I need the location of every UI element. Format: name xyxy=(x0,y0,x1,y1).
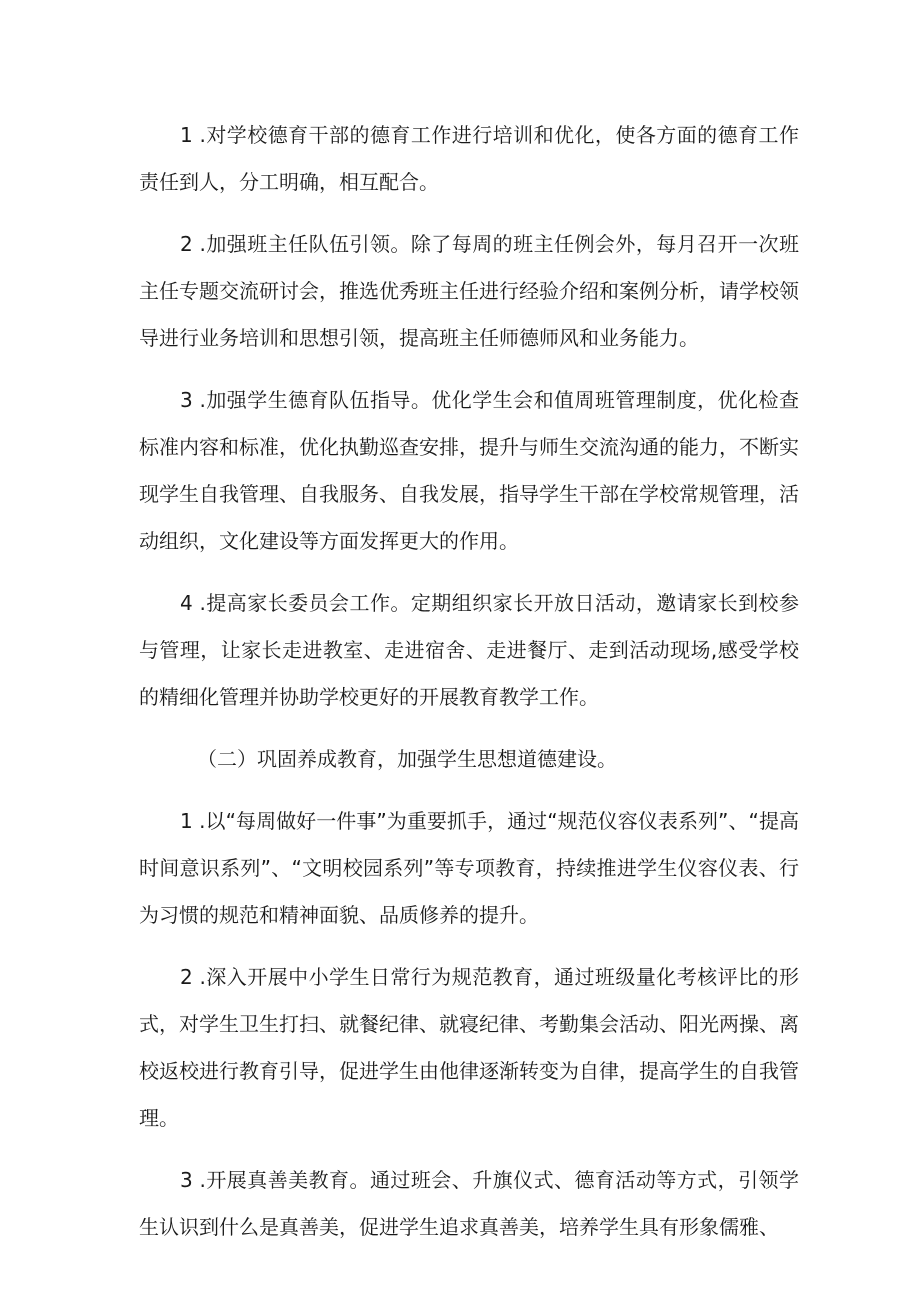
paragraph-head-teacher-team: 2 .加强班主任队伍引领。除了每周的班主任例会外，每月召开一次班主任专题交流研讨会，推选优秀班主任进行经验介绍和案例分析，请学校领导进行业务培训和思想引领，提高班主任师德师风和业务能力。 xyxy=(139,232,799,350)
paragraph-student-moral-team: 3 .加强学生德育队伍指导。优化学生会和值周班管理制度，优化检查标准内容和标准，优化执勤巡查安排，提升与师生交流沟通的能力，不断实现学生自我管理、自我服务、自我发展，指导学生干部在学校常规管理，活动组织，文化建设等方面发挥更大的作用。 xyxy=(139,388,799,553)
paragraph-weekly-task: 1 .以“每周做好一件事”为重要抓手，通过“规范仪容仪表系列”、“提高时间意识系列”、“文明校园系列”等专项教育，持续推进学生仪容仪表、行为习惯的规范和精神面貌、品质修养的提升。 xyxy=(139,809,799,927)
paragraph-cadre-training: 1 .对学校德育干部的德育工作进行培训和优化，使各方面的德育工作责任到人，分工明确，相互配合。 xyxy=(139,123,799,194)
document-body xyxy=(139,112,799,1266)
paragraph-behavior-norms: 2 .深入开展中小学生日常行为规范教育，通过班级量化考核评比的形式，对学生卫生打扫、就餐纪律、就寝纪律、考勤集会活动、阳光两操、离校返校进行教育引导，促进学生由他律逐渐转变为自律，提高学生的自我管理。 xyxy=(139,965,799,1130)
section-heading-habit-education: （二）巩固养成教育，加强学生思想道德建设。 xyxy=(197,747,617,771)
paragraph-parent-committee: 4 .提高家长委员会工作。定期组织家长开放日活动，邀请家长到校参与管理，让家长走进教室、走进宿舍、走进餐厅、走到活动现场,感受学校的精细化管理并协助学校更好的开展教育教学工作。 xyxy=(139,591,799,709)
paragraph-truth-goodness-beauty: 3 .开展真善美教育。通过班会、升旗仪式、德育活动等方式，引领学生认识到什么是真善美，促进学生追求真善美，培养学生具有形象儒雅、 xyxy=(139,1168,799,1239)
